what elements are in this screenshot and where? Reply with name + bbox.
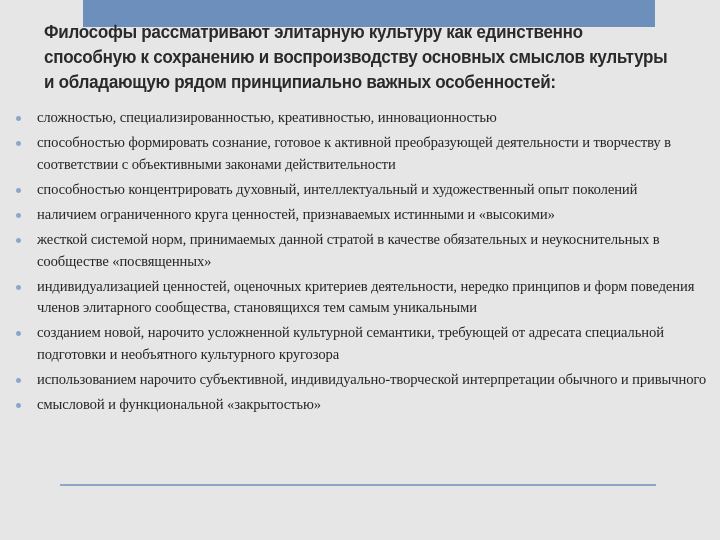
slide-title-line: и обладающую рядом принципиально важных особенностей: [44,71,556,92]
bullet-icon [16,403,21,408]
bullet-item [0,395,720,417]
bullet-icon [16,188,21,193]
bullet-list [0,108,720,417]
slide-title [44,19,668,94]
bullet-text: способностью концентрировать духовный, интеллектуальный и художественный опыт поколений [37,181,638,198]
bullet-item [0,205,720,227]
bullet-icon [16,213,21,218]
bullet-icon [16,331,21,336]
bottom-divider [60,484,656,486]
bullet-text: способностью формировать сознание, готовое к активной преобразующей деятельности и творчеству в соответствии с объективными законами действительности [37,135,671,173]
bullet-text: наличием ограниченного круга ценностей, признаваемых истинными и «высокими» [37,206,555,223]
bullet-item [0,277,720,320]
bullet-icon [16,378,21,383]
bullet-item [0,230,720,273]
slide-title-line: Философы рассматривают элитарную культуру как единственно [44,21,583,42]
bullet-text: созданием новой, нарочито усложненной культурной семантики, требующей от адресата специальной подготовки и необъятного культурного кругозора [37,325,664,363]
bullet-item [0,180,720,202]
slide-title-line: способную к сохранению и воспроизводству основных смыслов культуры [44,46,668,67]
bullet-item [0,370,720,392]
bullet-item [0,323,720,366]
bullet-item [0,133,720,176]
bullet-text: использованием нарочито субъективной, индивидуально-творческой интерпретации обычного и привычного [37,372,707,389]
bullet-icon [16,141,21,146]
bullet-icon [16,285,21,290]
bullet-text: жесткой системой норм, принимаемых данной стратой в качестве обязательных и неукоснительных в сообществе «посвященных» [37,231,660,270]
bullet-icon [16,116,21,121]
bullet-item [0,108,720,130]
bullet-text: индивидуализацией ценностей, оценочных критериев деятельности, нередко принципов и форм поведения членов элитарного сообщества, становящихся тем самым уникальными [37,278,695,317]
bullet-icon [16,238,21,243]
bullet-text: сложностью, специализированностью, креативностью, инновационностью [37,110,497,126]
bullet-text: смысловой и функциональной «закрытостью» [37,397,321,414]
